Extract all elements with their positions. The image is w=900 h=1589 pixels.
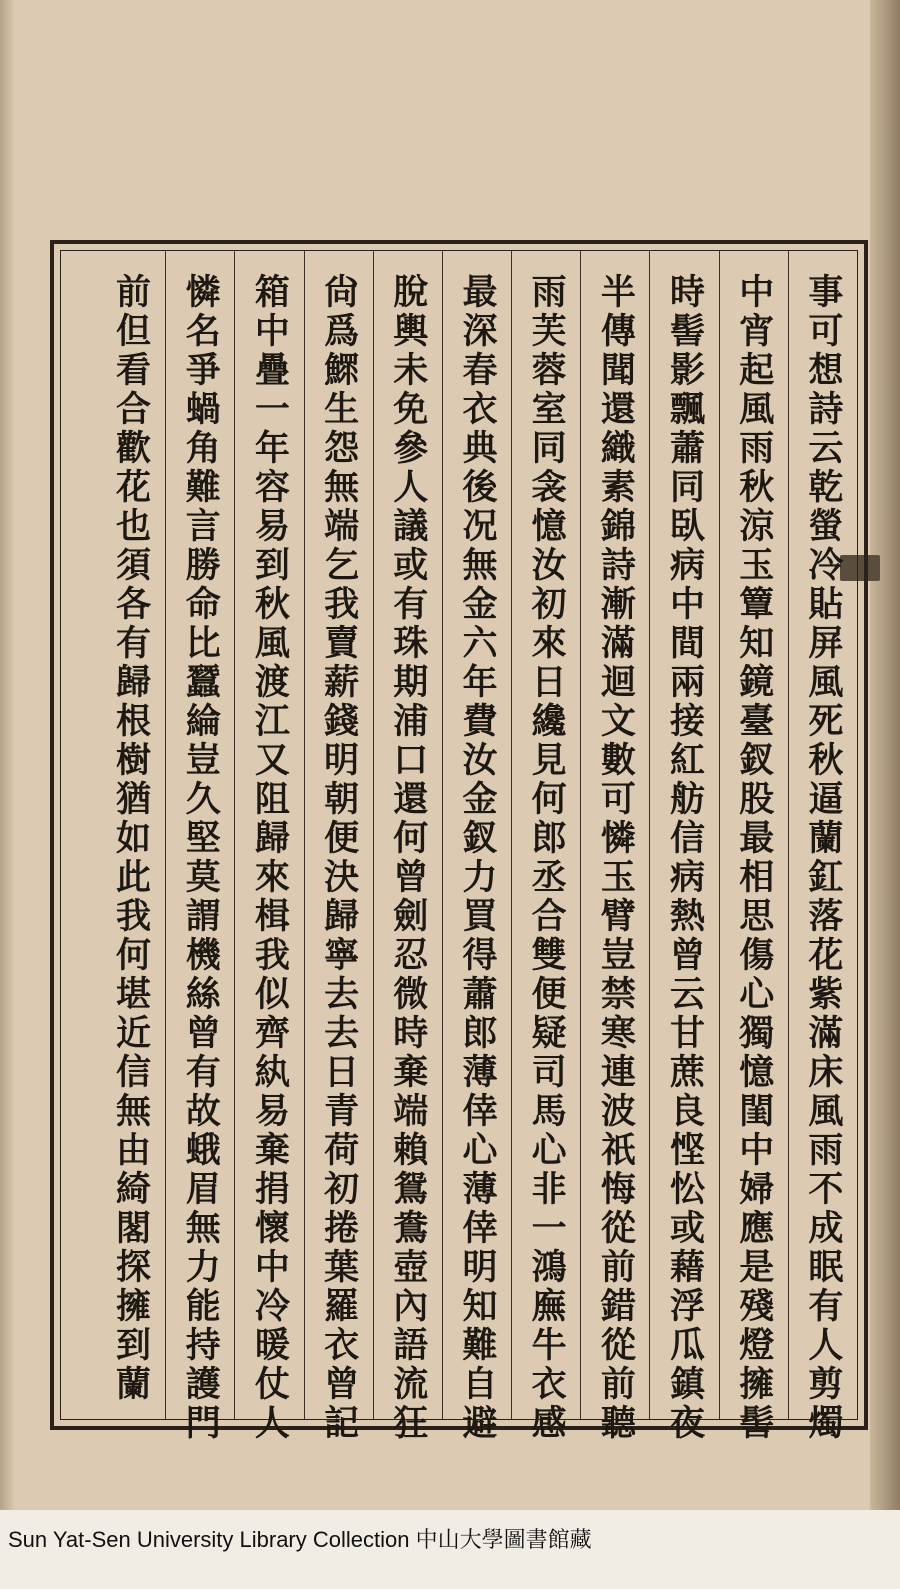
text-column xyxy=(788,251,857,1443)
text-column xyxy=(580,251,649,1443)
text-column xyxy=(511,251,580,1443)
column-text: 中宵起風雨秋涼玉簟知鏡臺釵股最相思傷心獨憶閨中婦應是殘燈擁髻 xyxy=(733,273,775,1443)
collection-credit: Sun Yat-Sen University Library Collection 中山大學圖書館藏 xyxy=(8,1527,592,1552)
column-text: 前但看合歡花也須各有歸根樹猶如此我何堪近信無由綺閣探擁到蘭 xyxy=(110,273,152,1404)
text-column xyxy=(96,251,165,1419)
text-column xyxy=(304,251,373,1443)
text-columns xyxy=(60,250,858,1443)
page-edge xyxy=(870,0,900,1510)
column-text: 脫輿未免參人議或有珠期浦口還何曾劍忍微時棄端賴鴛鴦壺內語流狂 xyxy=(387,273,429,1443)
text-column xyxy=(165,251,234,1443)
page-gutter-shadow xyxy=(0,0,14,1510)
column-text: 半傳聞還織素錦詩漸滿迴文數可憐玉臂豈禁寒連波祇悔從前錯從前聽 xyxy=(595,273,637,1443)
column-text: 尙爲鰥生怨無端乞我賣薪錢明朝便決歸寧去去日青荷初捲葉羅衣曾記 xyxy=(318,273,360,1443)
column-text: 雨芙蓉室同衾憶汝初來日纔見何郎丞合雙便疑司馬心非一鴻廡牛衣感 xyxy=(526,273,568,1443)
text-column xyxy=(719,251,788,1443)
text-column xyxy=(649,251,718,1443)
text-column xyxy=(234,251,303,1443)
column-text: 最深春衣典後况無金六年費汝金釵力買得蕭郎薄倖心薄倖明知難自避 xyxy=(456,273,498,1443)
column-text: 箱中疊一年容易到秋風渡江又阻歸來楫我似齊紈易棄捐懷中冷暖仗人 xyxy=(249,273,291,1443)
column-text: 憐名爭蝸角難言勝命比蠶綸豈久堅莫謂機絲曾有故蛾眉無力能持護門 xyxy=(180,273,222,1443)
text-column xyxy=(442,251,511,1443)
text-column xyxy=(373,251,442,1443)
column-text: 時髻影飄蕭同臥病中間兩接紅舫信病熱曾云甘蔗良悭忪或藉浮瓜鎮夜 xyxy=(664,273,706,1443)
column-text: 事可想詩云乾螢冷貼屏風死秋逼蘭釭落花紫滿床風雨不成眠有人剪燭 xyxy=(802,273,844,1443)
text-frame xyxy=(50,240,868,1443)
